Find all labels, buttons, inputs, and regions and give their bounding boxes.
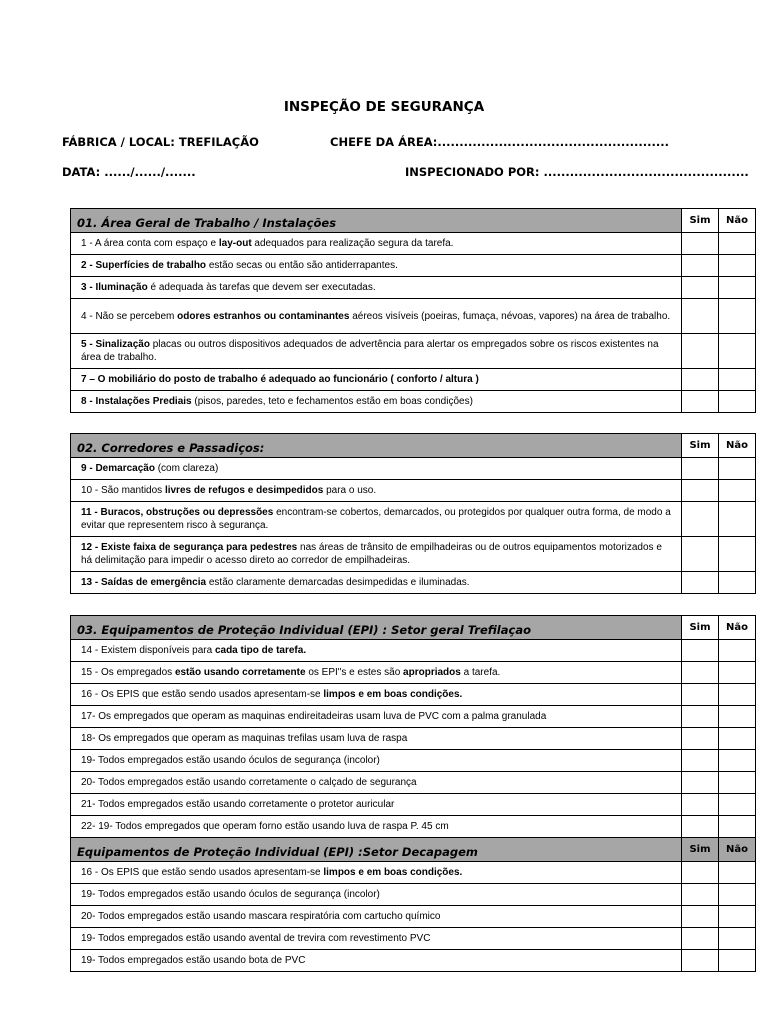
question-text-bold: Superfícies de trabalho (95, 260, 207, 271)
no-checkbox[interactable] (719, 334, 756, 369)
question-text-part: 19- Todos empregados estão usando óculos de segurança (incolor) (81, 755, 380, 766)
question-text-part: (com clareza) (154, 463, 219, 474)
question-text-part: 15 - Os empregados (81, 667, 175, 678)
question-text-part: 18- Os empregados que operam as maquinas trefilas usam luva de raspa (81, 733, 408, 744)
question-text-part: aéreos visíveis (poeiras, fumaça, névoas, vapores) na área de trabalho. (349, 310, 671, 322)
no-checkbox[interactable] (719, 640, 756, 662)
no-checkbox[interactable] (719, 458, 756, 480)
question-text (71, 277, 682, 299)
question-text (71, 794, 682, 816)
question-text-bold: odores estranhos ou contaminantes (177, 310, 350, 322)
question-text-bold: Iluminação (95, 282, 148, 293)
no-checkbox[interactable] (719, 480, 756, 502)
question-text-part: os EPI"s e estes são (305, 667, 404, 678)
question-text-part: placas ou outros dispositivos adequados de advertência para alertar os empregados sobre os riscos existentes na área de trabalho. (81, 339, 659, 363)
yes-checkbox[interactable] (682, 816, 719, 838)
question-text (71, 640, 682, 662)
yes-checkbox[interactable] (682, 884, 719, 906)
no-checkbox[interactable] (719, 277, 756, 299)
yes-checkbox[interactable] (682, 502, 719, 537)
section-corredores (70, 433, 756, 594)
question-text-bold: Sinalização (95, 339, 150, 350)
yes-column-header: Sim (682, 838, 719, 862)
no-checkbox[interactable] (719, 391, 756, 413)
question-text-part: 22- 19- Todos empregados que operam forno estão usando luva de raspa P. 45 cm (81, 821, 449, 832)
question-text (71, 334, 682, 369)
question-text (71, 706, 682, 728)
question-text (71, 928, 682, 950)
question-text-bold: 3 - (81, 282, 96, 293)
no-checkbox[interactable] (719, 662, 756, 684)
question-text-part: 4 - Não se percebem (81, 310, 178, 322)
question-text (71, 255, 682, 277)
no-checkbox[interactable] (719, 906, 756, 928)
no-checkbox[interactable] (719, 728, 756, 750)
no-checkbox[interactable] (719, 794, 756, 816)
inspected-by-field: INSPECIONADO POR: ............................................... (405, 165, 749, 179)
no-checkbox[interactable] (719, 750, 756, 772)
question-text (71, 299, 682, 334)
no-checkbox[interactable] (719, 706, 756, 728)
no-checkbox[interactable] (719, 684, 756, 706)
yes-checkbox[interactable] (682, 480, 719, 502)
question-text-bold: livres de refugos e desimpedidos (164, 485, 324, 496)
yes-checkbox[interactable] (682, 334, 719, 369)
question-text-bold: limpos e em boas condições. (323, 689, 463, 700)
page-title: INSPEÇÃO DE SEGURANÇA (283, 99, 485, 115)
question-text (71, 458, 682, 480)
question-text-part: estão secas ou então são antiderrapantes. (206, 260, 398, 271)
date-field: DATA: ....../....../....... (62, 165, 196, 179)
no-column-header: Não (719, 616, 756, 640)
no-column-header: Não (719, 209, 756, 233)
question-text-bold: Demarcação (95, 463, 155, 474)
yes-checkbox[interactable] (682, 862, 719, 884)
question-text-bold: 11 - (81, 507, 101, 518)
question-text-bold: lay-out (218, 238, 252, 249)
question-text-part: 19- Todos empregados estão usando bota de PVC (81, 955, 306, 966)
question-text-part: 20- Todos empregados estão usando corretamente o calçado de segurança (81, 777, 417, 788)
section-title: 01. Área Geral de Trabalho / Instalações (71, 209, 682, 233)
question-text-bold: 12 - (81, 542, 102, 553)
question-text (71, 391, 682, 413)
yes-checkbox[interactable] (682, 750, 719, 772)
question-text (71, 537, 682, 572)
yes-checkbox[interactable] (682, 906, 719, 928)
question-text-part: a tarefa. (460, 667, 501, 678)
question-text (71, 772, 682, 794)
no-checkbox[interactable] (719, 255, 756, 277)
question-text-bold: estão usando corretamente (174, 667, 306, 678)
question-text-bold: 9 - (81, 463, 96, 474)
question-text-part: estão claramente demarcadas desimpedidas e iluminadas. (206, 577, 470, 588)
question-text-bold: cada tipo de tarefa. (214, 645, 307, 656)
no-column-header: Não (719, 434, 756, 458)
question-text-part: nas áreas de trânsito de empilhadeiras ou de outros equipamentos motorizados e há delimitação para impedir o acesso direto ao corredor de empilhadeiras. (81, 542, 662, 566)
question-text-part: é adequada às tarefas que devem ser executadas. (147, 282, 376, 293)
no-checkbox[interactable] (719, 884, 756, 906)
yes-checkbox[interactable] (682, 369, 719, 391)
checklist-table (70, 208, 756, 413)
yes-checkbox[interactable] (682, 950, 719, 972)
yes-checkbox[interactable] (682, 928, 719, 950)
question-text (71, 728, 682, 750)
question-text-part: para o uso. (323, 485, 377, 496)
yes-checkbox[interactable] (682, 684, 719, 706)
yes-column-header: Sim (682, 434, 719, 458)
yes-checkbox[interactable] (682, 255, 719, 277)
no-checkbox[interactable] (719, 950, 756, 972)
question-text (71, 572, 682, 594)
question-text-part: 19- Todos empregados estão usando avental de trevira com revestimento PVC (81, 933, 431, 944)
question-text (71, 950, 682, 972)
question-text-part: 16 - Os EPIS que estão sendo usados apresentam-se (81, 689, 324, 700)
section-title: 03. Equipamentos de Proteção Individual (EPI) : Setor geral Trefilaçao (71, 616, 682, 640)
yes-column-header: Sim (682, 209, 719, 233)
yes-checkbox[interactable] (682, 772, 719, 794)
question-text-part: 21- Todos empregados estão usando corretamente o protetor auricular (81, 799, 395, 810)
question-text-part: 20- Todos empregados estão usando mascara respiratória com cartucho químico (81, 911, 441, 922)
question-text (71, 662, 682, 684)
factory-local-field: FÁBRICA / LOCAL: TREFILAÇÃO (62, 135, 259, 149)
question-text-part: 17- Os empregados que operam as maquinas endireitadeiras usam luva de PVC com a palma granulada (81, 711, 547, 722)
question-text-bold: limpos e em boas condições. (323, 867, 463, 878)
yes-checkbox[interactable] (682, 640, 719, 662)
question-text-part: 14 - Existem disponíveis para (81, 645, 215, 656)
question-text-bold: 5 - (81, 339, 96, 350)
yes-checkbox[interactable] (682, 662, 719, 684)
question-text-part: 16 - Os EPIS que estão sendo usados apresentam-se (81, 867, 324, 878)
section-title: 02. Corredores e Passadiços: (71, 434, 682, 458)
yes-checkbox[interactable] (682, 537, 719, 572)
question-text-bold: Existe faixa de segurança para pedestres (101, 542, 298, 553)
yes-checkbox[interactable] (682, 706, 719, 728)
question-text-bold: apropriados (403, 667, 461, 678)
question-text-part: adequados para realização segura da tarefa. (251, 238, 454, 249)
question-text-part: encontram-se cobertos, demarcados, ou protegidos por qualquer outra forma, de modo a evitar que representem risco à segurança. (81, 507, 671, 531)
question-text-bold: 7 – O mobiliário do posto de trabalho é adequado ao funcionário ( conforto / altura ) (81, 374, 479, 385)
no-checkbox[interactable] (719, 862, 756, 884)
no-checkbox[interactable] (719, 928, 756, 950)
no-checkbox[interactable] (719, 299, 756, 334)
checklist-table (70, 615, 756, 972)
question-text (71, 884, 682, 906)
no-checkbox[interactable] (719, 772, 756, 794)
question-text (71, 369, 682, 391)
area-chief-field: CHEFE DA ÁREA:..................................................... (330, 135, 669, 149)
yes-checkbox[interactable] (682, 277, 719, 299)
section-title: Equipamentos de Proteção Individual (EPI) :Setor Decapagem (71, 838, 682, 862)
question-text-part: (pisos, paredes, teto e fechamentos estão em boas condições) (191, 396, 473, 407)
question-text (71, 502, 682, 537)
question-text-part: 10 - São mantidos (81, 485, 165, 496)
yes-checkbox[interactable] (682, 233, 719, 255)
yes-checkbox[interactable] (682, 572, 719, 594)
question-text (71, 233, 682, 255)
no-checkbox[interactable] (719, 233, 756, 255)
question-text (71, 862, 682, 884)
no-checkbox[interactable] (719, 537, 756, 572)
section-epi (70, 615, 756, 972)
yes-checkbox[interactable] (682, 458, 719, 480)
question-text-part: 19- Todos empregados estão usando óculos de segurança (incolor) (81, 889, 380, 900)
checklist-table (70, 433, 756, 594)
yes-checkbox[interactable] (682, 299, 719, 334)
yes-checkbox[interactable] (682, 728, 719, 750)
question-text-bold: 13 - (81, 577, 102, 588)
no-checkbox[interactable] (719, 369, 756, 391)
question-text-part: 1 - A área conta com espaço e (81, 238, 219, 249)
question-text (71, 816, 682, 838)
question-text-bold: Buracos, obstruções ou depressões (100, 507, 274, 518)
no-checkbox[interactable] (719, 816, 756, 838)
no-checkbox[interactable] (719, 502, 756, 537)
yes-column-header: Sim (682, 616, 719, 640)
section-area-geral (70, 208, 756, 413)
question-text-bold: Instalações Prediais (95, 396, 192, 407)
question-text (71, 906, 682, 928)
question-text-bold: 2 - (81, 260, 96, 271)
question-text (71, 684, 682, 706)
yes-checkbox[interactable] (682, 794, 719, 816)
question-text (71, 480, 682, 502)
yes-checkbox[interactable] (682, 391, 719, 413)
no-checkbox[interactable] (719, 572, 756, 594)
question-text-bold: 8 - (81, 396, 96, 407)
no-column-header: Não (719, 838, 756, 862)
question-text-bold: Saídas de emergência (101, 577, 207, 588)
question-text (71, 750, 682, 772)
